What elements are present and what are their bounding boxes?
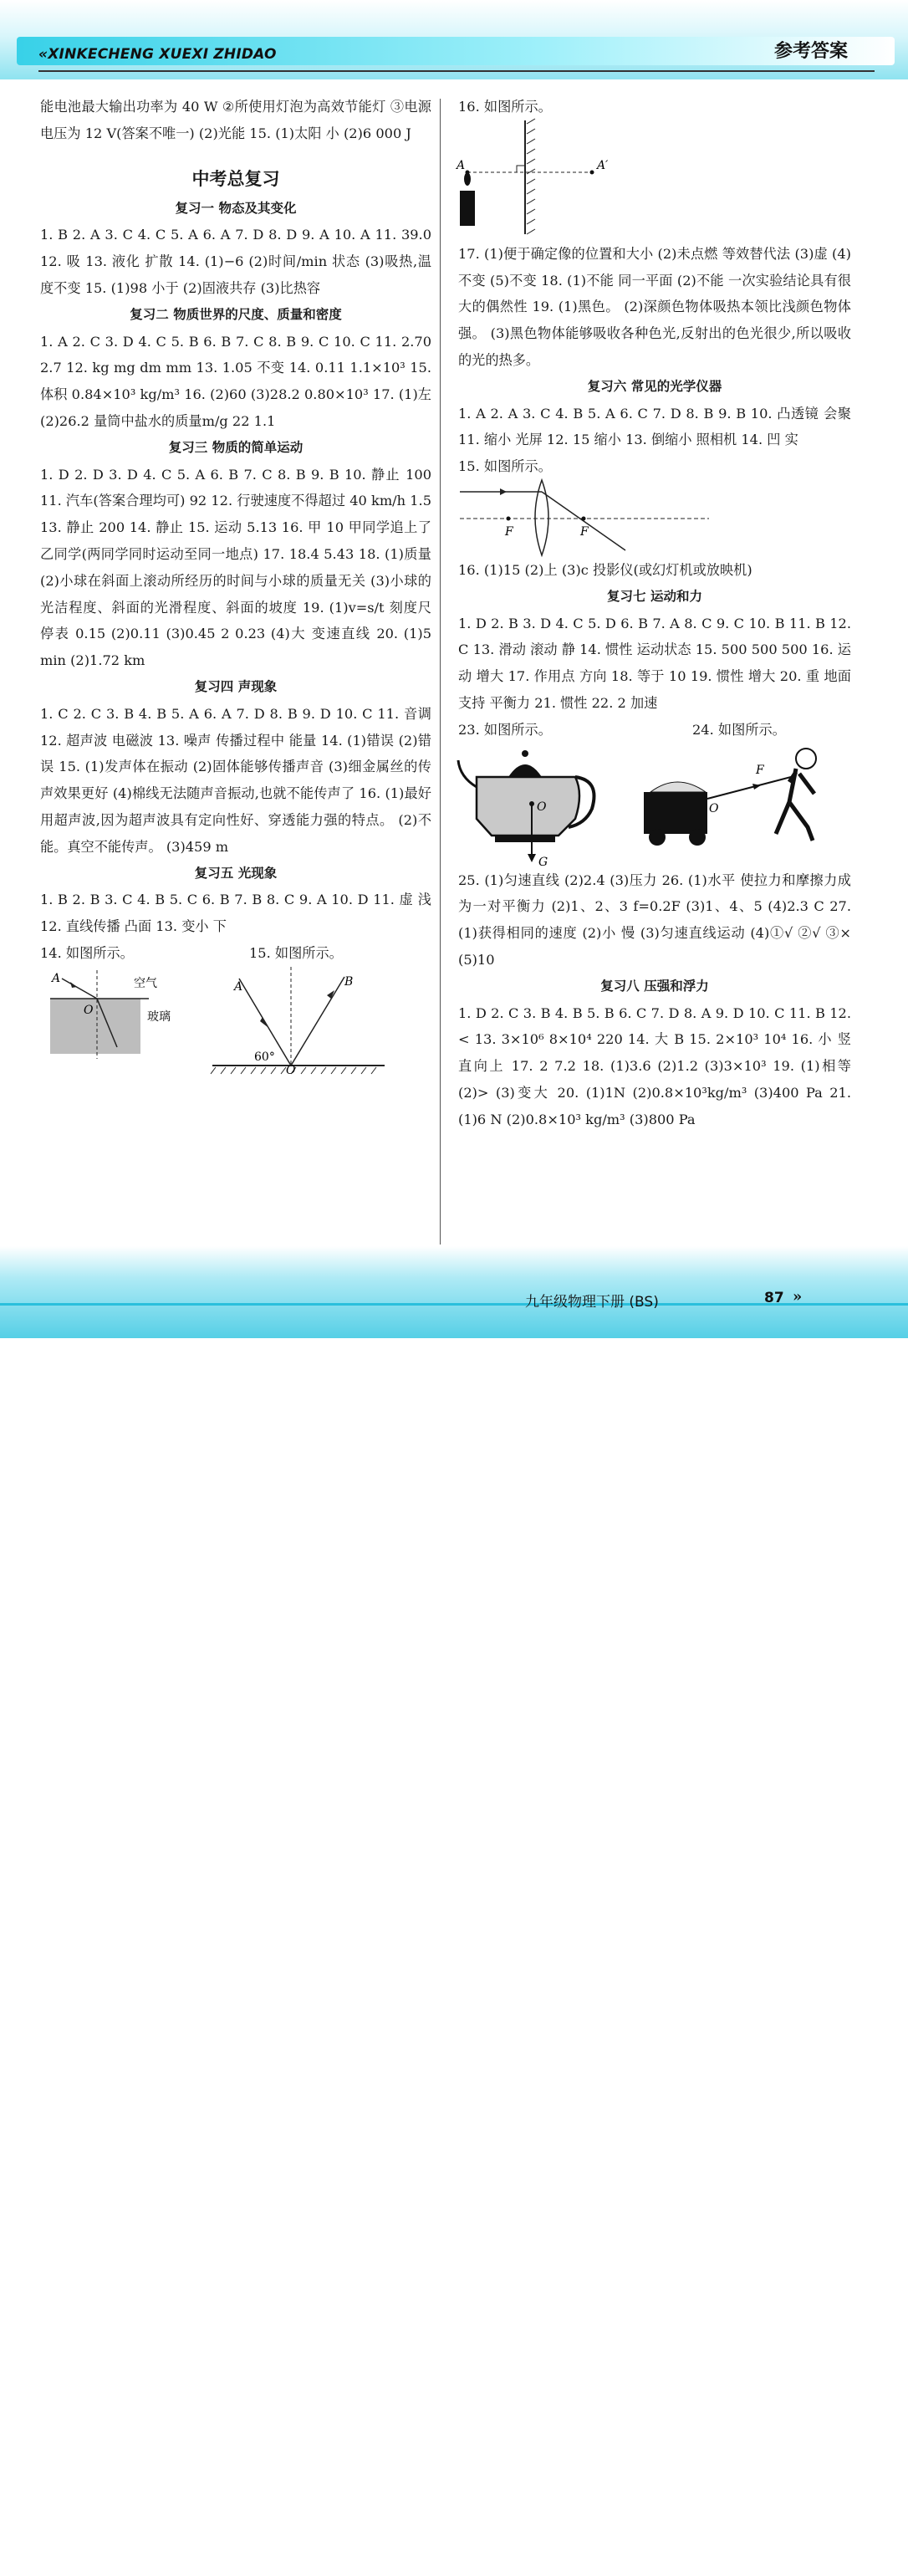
incident-arrow-icon: [70, 982, 77, 988]
section-title-5: 复习五 光现象: [194, 865, 278, 881]
point-a-image: [590, 170, 594, 174]
fig14-label-air: 空气: [134, 976, 157, 990]
section-title-7: 复习七 运动和力: [607, 588, 702, 604]
watermark-logo: [761, 2492, 886, 2576]
teapot-base: [495, 836, 555, 842]
fig15-label-b: B: [344, 974, 354, 989]
figure-16: [458, 120, 851, 241]
figures-23-24: [458, 744, 851, 867]
section-body-8: 1. D 2. C 3. B 4. B 5. B 6. C 7. D 8. A 9. D 10. C 11. B 12. < 13. 3×10⁶ 8×10⁴ 220 14. 大 B 15. 2×10³ 10⁴ 16. 小 竖直向上 17. 2 7.2 18. (1)3.6 (2)1.2 (3)3×10³ 19. (1)相等 (2)> (3)变大 20. (1)1N (2)0.8×10³kg/m³ (3)400 Pa 21. (1)6 N (2)0.8×10³ kg/m³ (3)800 Pa: [458, 1004, 851, 1127]
page-number: 87: [764, 1290, 784, 1306]
candle-body: [460, 191, 475, 226]
fig14-label-glass: 玻璃: [147, 1009, 171, 1024]
section-title-1: 复习一 物态及其变化: [175, 200, 297, 216]
answers-17-19: 17. (1)便于确定像的位置和大小 (2)未点燃 等效替代法 (3)虚 (4)不变 (5)不变 18. (1)不能 同一平面 (2)不能 一次实验结论具有很大的偶然性 19. (1)黑色。 (2)深颜色物体吸热本领比浅颜色物体强。 (3)黑色物体能够吸收各种色光,反射出的色光很少,所以吸收的光的热多。: [458, 245, 851, 368]
section-body-1: 1. B 2. A 3. C 4. C 5. A 6. A 7. D 8. D 9. A 10. A 11. 39.0 12. 吸 13. 液化 扩散 14. (1)−6 (2)时间/min 状态 (3)吸热,温度不变 15. (1)98 小于 (2)固液共存 (3)比热容: [40, 227, 431, 296]
section-body-2: 1. A 2. C 3. D 4. C 5. B 6. B 7. C 8. B 9. C 10. C 11. 2.70 2.7 12. kg mg dm mm 13. 1.05 不变 14. 0.11 1.1×10³ 15. 体积 0.84×10³ kg/m³ 16. (2)60 (3)28.2 0.80×10³ 17. (1)左 (2)26.2 量筒中盐水的质量m/g 22 1.1: [40, 333, 431, 429]
lens-label-f-right: F: [580, 524, 589, 539]
fig15-caption: 15. 如图所示。: [249, 944, 343, 961]
fig-captions-14-15: [40, 940, 431, 967]
gravity-arrow-head-icon: [528, 854, 536, 862]
plane-mirror-figure: [458, 120, 851, 241]
cart-load: [650, 782, 706, 792]
boy-head: [796, 749, 816, 769]
cart-label-f: F: [756, 763, 764, 777]
mirror-hatching: [527, 119, 535, 234]
header-series-title: «XINKECHENG XUEXI ZHIDAO: [38, 46, 277, 63]
section-title-4: 复习四 声现象: [194, 678, 278, 694]
teapot-spout: [458, 760, 477, 787]
section-title-6: 复习六 常见的光学仪器: [587, 378, 722, 394]
section-body-4: 1. C 2. C 3. B 4. B 5. A 6. A 7. D 8. B 9. D 10. C 11. 音调 12. 超声波 电磁波 13. 噪声 传播过程中 能量 14. (1)错误 (2)错误 15. (1)发声体在振动 (2)固体能够传播声音 (3)细金属丝的传声效果更好 (4)棉线无法随声音振动,也就不能传声了 16. (1)最好用超声波,因为超声波具有定向性好、穿透能力强的特点。 (2)不能。真空不能传声。 (3)459 m: [40, 705, 431, 855]
chapter-title: 中考总复习: [191, 168, 280, 189]
answer-16-optics: 16. (1)15 (2)上 (3)c 投影仪(或幻灯机或放映机): [458, 561, 752, 578]
force-diagrams: [458, 744, 851, 867]
section-title-2: 复习二 物质世界的尺度、质量和密度: [130, 306, 342, 322]
fig16-caption: 16. 如图所示。: [458, 99, 552, 115]
incident-ray: [62, 979, 97, 999]
cart-wheel-right: [689, 829, 706, 846]
focus-right: [582, 516, 586, 520]
refraction-reflection-figures: [40, 967, 431, 1077]
intro-answers: 能电池最大输出功率为 40 W ②所使用灯泡为高效节能灯 ③电源电压为 12 V(答案不唯一) (2)光能 15. (1)太阳 小 (2)6 000 J: [40, 99, 431, 141]
header-rule: [38, 70, 875, 72]
teapot-label-o: O: [537, 800, 547, 814]
glass-block: [50, 999, 140, 1054]
header-section-title: 参考答案: [773, 41, 848, 62]
fig14-label-a: A: [52, 971, 61, 985]
section-body-7: 1. D 2. B 3. D 4. C 5. D 6. B 7. A 8. C 9. C 10. B 11. B 12. C 13. 滑动 滚动 静 14. 惯性 运动状态 15. 500 500 500 16. 运动 增大 17. 作用点 方向 18. 等于 10 19. 惯性 增大 20. 重 地面支持 平衡力 21. 惯性 22. 2 加速: [458, 615, 851, 711]
fig15-label-o: O: [286, 1063, 296, 1077]
ray-arrow-icon: [500, 488, 507, 495]
fig14-label-o: O: [84, 1003, 94, 1017]
fig15-reflected-ray: [291, 977, 344, 1066]
cart-label-o: O: [709, 801, 719, 815]
fig24-caption: 24. 如图所示。: [692, 721, 786, 738]
section-title-8: 复习八 压强和浮力: [600, 978, 709, 994]
focus-left: [507, 516, 511, 520]
teapot-knob: [522, 750, 528, 757]
teapot-body: [477, 777, 579, 836]
lens-label-f-left: F: [505, 524, 513, 539]
figures-14-15: [40, 967, 431, 1077]
next-page-arrows-icon: »: [793, 1288, 803, 1306]
fig15-label-a: A: [234, 979, 243, 994]
page-header: [0, 0, 908, 79]
fig15b-caption: 15. 如图所示。: [458, 458, 552, 475]
section-body-5: 1. B 2. B 3. C 4. B 5. C 6. B 7. B 8. C 9. A 10. D 11. 虚 浅 12. 直线传播 凸面 13. 变小 下: [40, 892, 431, 935]
cart-wheel-left: [649, 829, 666, 846]
left-column: [40, 94, 431, 1077]
fig16-label-a: A: [457, 158, 466, 172]
point-a: [466, 170, 470, 174]
refracted-ray-lens: [542, 492, 625, 550]
fig15-incident-arrow-icon: [260, 1017, 268, 1027]
fig23-caption: 23. 如图所示。: [458, 721, 552, 738]
pull-rope: [707, 777, 791, 799]
section-body-6: 1. A 2. A 3. C 4. B 5. A 6. C 7. D 8. B 9. B 10. 凸透镜 会聚 11. 缩小 光屏 12. 15 缩小 13. 倒缩小 照相机 14. 凹 实: [458, 405, 851, 448]
right-column: [458, 94, 851, 1133]
right-angle-mark: [517, 166, 525, 172]
teapot-lid: [508, 764, 542, 777]
fig14-caption: 14. 如图所示。: [40, 944, 134, 961]
cart-body: [644, 792, 707, 834]
section-title-3: 复习三 物质的简单运动: [168, 439, 304, 455]
figure-lens: [458, 480, 851, 557]
column-divider: [440, 99, 441, 1245]
fig15-label-angle: 60°: [254, 1050, 275, 1064]
book-title: 九年级物理下册 (BS): [525, 1294, 659, 1311]
teapot-label-g: G: [538, 855, 548, 869]
convex-lens-figure: [458, 480, 851, 557]
fig-captions-23-24: [458, 717, 851, 744]
section-body-3: 1. D 2. D 3. D 4. C 5. A 6. B 7. C 8. B 9. B 10. 静止 100 11. 汽车(答案合理均可) 92 12. 行驶速度不得超过 40 km/h 1.5 13. 静止 200 14. 静止 15. 运动 5.13 16. 甲 10 甲同学追上了乙同学(两同学同时运动至同一地点) 17. 18.4 5.43 18. (1)质量 (2)小球在斜面上滚动所经历的时间与小球的质量无关 (3)小球的光洁程度、斜面的光滑程度、斜面的坡度 19. (1)v=s/t 刻度尺 停表 0.15 (2)0.11 (3)0.45 2 0.23 (4)大 变速直线 20. (1)5 min (2)1.72 km: [40, 466, 431, 669]
answers-25-27: 25. (1)匀速直线 (2)2.4 (3)压力 26. (1)水平 使拉力和摩擦力成为一对平衡力 (2)1、2、3 f=0.2F (3)1、4、5 (4)2.3 C 27. (1)获得相同的速度 (2)小 慢 (3)匀速直线运动 (4)①√ ②√ ③× (5)10: [458, 871, 851, 968]
fig16-label-a-prime: A′: [597, 158, 609, 172]
